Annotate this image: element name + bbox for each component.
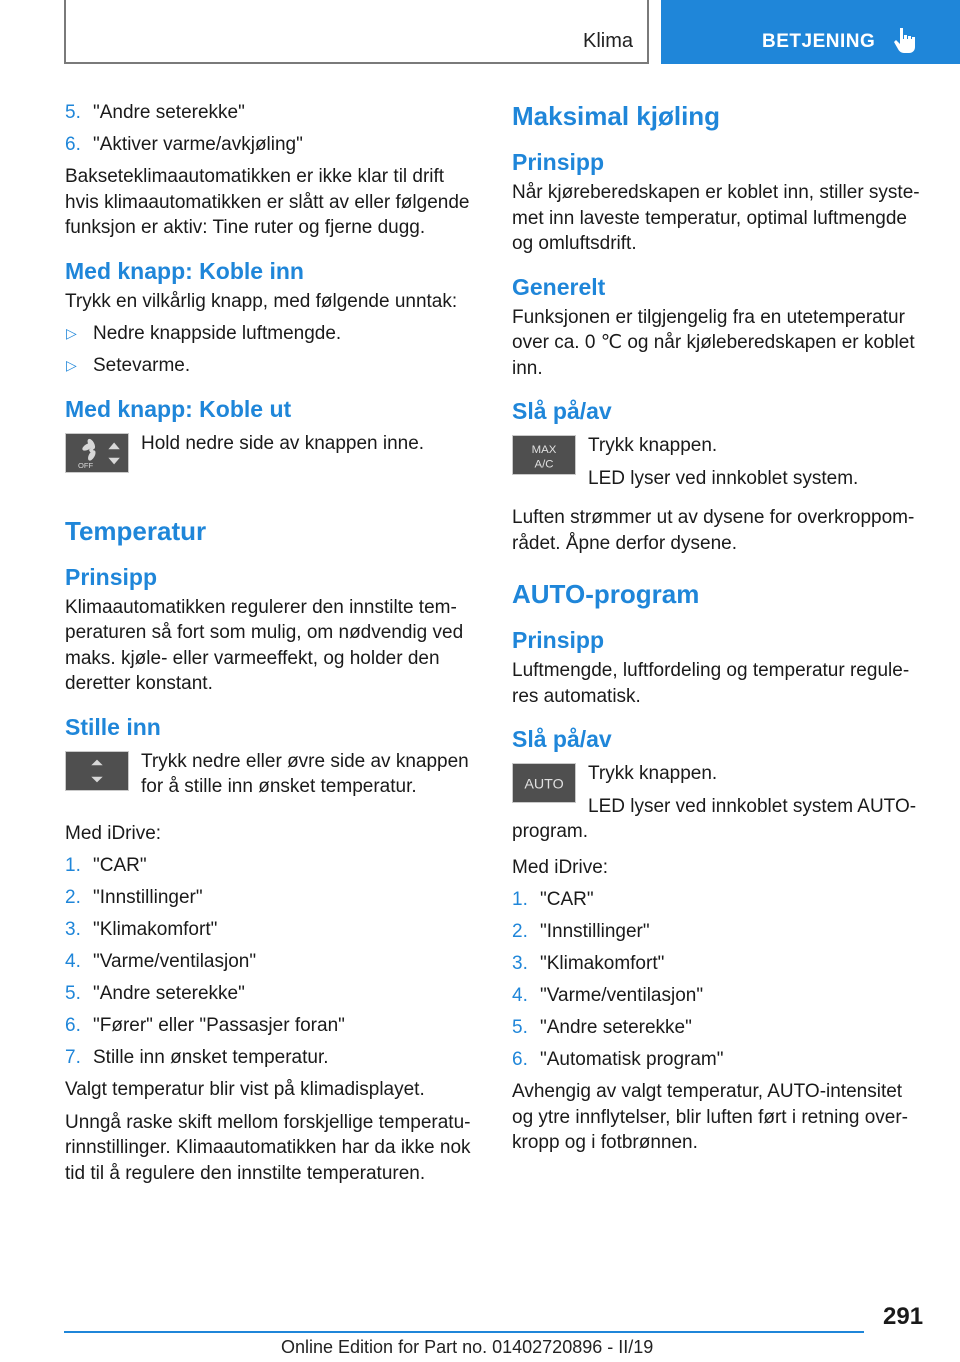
- left-column: [65, 100, 477, 1193]
- heading-maksimal-kjoling: Maksimal kjøling: [512, 101, 721, 131]
- fan-off-button-icon: [65, 433, 129, 473]
- footer-edition: Online Edition for Part no. 01402720896 - II/19: [281, 1337, 654, 1357]
- list-item: 6. "Aktiver varme/avkjøling": [65, 134, 303, 155]
- list-item: 1. "CAR": [65, 855, 147, 876]
- triangle-bullet-icon: ▷: [66, 325, 77, 341]
- bullet-list: [65, 321, 477, 379]
- list-item: 3. "Klimakomfort": [65, 919, 218, 940]
- paragraph: Trykk knappen.: [588, 763, 718, 784]
- list-item: 2. "Innstillinger": [65, 887, 203, 908]
- hand-pointer-icon: [893, 26, 919, 54]
- heading-auto-program: AUTO-program: [512, 579, 700, 609]
- idrive-steps: [512, 887, 924, 1073]
- paragraph: Unngå raske skift mellom forskjellige temperaturinnstillinger. Klimaautomatikken har da ikke nok tid til å regulere den innstilte temperaturen.: [65, 1111, 471, 1184]
- triangle-bullet-icon: ▷: [66, 357, 77, 373]
- idrive-steps: [65, 853, 477, 1071]
- paragraph: Trykk en vilkårlig knapp, med følgende unntak:: [65, 290, 458, 312]
- paragraph: Med iDrive:: [512, 856, 609, 878]
- paragraph: LED lyser ved innkoblet system AUTO-program.: [512, 795, 917, 842]
- list-item: ▷ Nedre knappside luftmengde.: [65, 321, 477, 347]
- svg-text:AUTO: AUTO: [524, 776, 564, 793]
- heading-temperatur: Temperatur: [65, 515, 207, 546]
- paragraph: Funksjonen er tilgjengelig fra en utetemperatur over ca. 0 ℃ og når kjøleberedskapen er koblet inn.: [512, 306, 915, 379]
- max-ac-button-icon: [512, 435, 576, 475]
- list-item: ▷ Setevarme.: [65, 353, 477, 379]
- section-title: Klima: [582, 30, 633, 52]
- page-number: 291: [883, 1303, 924, 1330]
- list-item: 5. "Andre seterekke": [512, 1017, 692, 1038]
- svg-text:MAX: MAX: [531, 444, 557, 457]
- chapter-title: BETJENING: [762, 31, 876, 52]
- paragraph: Valgt temperatur blir vist på klimadisplayet.: [65, 1079, 425, 1100]
- button-illustration-row: [512, 761, 924, 845]
- list-item: 2. "Innstillinger": [512, 921, 650, 942]
- paragraph: Klimaautomatikken regulerer den innstilte temperaturen så fort som mulig, om nødvendig ved maks. kjøle- eller varmeeffekt, og holder den deretter konstant.: [65, 596, 464, 694]
- temperature-up-down-button-icon: [65, 751, 129, 791]
- button-illustration-row: [65, 749, 477, 811]
- right-column: [512, 100, 924, 1163]
- heading-knapp-ut: Med knapp: Koble ut: [65, 395, 292, 422]
- paragraph: Når kjøreberedskapen er koblet inn, stiller systemet inn laveste temperatur, optimal luftmengde og omluftsdrift.: [512, 182, 920, 254]
- list-item: 4. "Varme/ventilasjon": [512, 985, 704, 1006]
- paragraph: Med iDrive:: [65, 822, 162, 844]
- paragraph: Luftmengde, luftfordeling og temperatur reguleres automatisk.: [512, 660, 910, 707]
- paragraph: Baksetеklimaautomatikken er ikke klar til drift hvis klimaautomatikken er slått av eller følgende funksjon er aktiv: Tine ruter og fjerne dugg.: [65, 166, 470, 238]
- heading-prinsipp: Prinsipp: [512, 627, 605, 653]
- list-item: 6. "Automatisk program": [512, 1049, 724, 1070]
- heading-knapp-inn: Med knapp: Koble inn: [65, 257, 304, 284]
- button-illustration-row: [512, 433, 924, 495]
- paragraph: Hold nedre side av knappen inne.: [141, 432, 425, 454]
- paragraph: Luften strømmer ut av dysene for overkroppområdet. Åpne derfor dysene.: [512, 507, 915, 554]
- numbered-list: [65, 100, 477, 158]
- heading-prinsipp: Prinsipp: [65, 563, 158, 590]
- list-item: 4. "Varme/ventilasjon": [65, 951, 257, 972]
- heading-generelt: Generelt: [512, 273, 606, 300]
- list-item: 3. "Klimakomfort": [512, 953, 665, 974]
- list-item: 6. "Fører" eller "Passasjer foran": [65, 1015, 345, 1036]
- heading-sla-pa-av: Slå på/av: [512, 726, 612, 752]
- paragraph: LED lyser ved innkoblet system.: [588, 467, 859, 489]
- paragraph: Trykk knappen.: [588, 435, 718, 456]
- paragraph: Trykk nedre eller øvre side av knappen for å stille inn ønsket temperatur.: [141, 750, 469, 797]
- button-illustration-row: [65, 431, 477, 493]
- auto-button-icon: [512, 763, 576, 803]
- heading-stille-inn: Stille inn: [65, 713, 161, 740]
- svg-text:OFF: OFF: [78, 460, 94, 470]
- list-item: 7. Stille inn ønsket temperatur.: [65, 1047, 329, 1068]
- heading-prinsipp: Prinsipp: [512, 149, 605, 175]
- footer-divider: [64, 1331, 864, 1333]
- list-item: 5. "Andre seterekke": [65, 102, 245, 123]
- heading-sla-pa-av: Slå på/av: [512, 398, 612, 424]
- header-section-box: [64, 0, 649, 64]
- paragraph: Avhengig av valgt temperatur, AUTO-intensitet og ytre innflytelser, blir luften ført i retning overkropp og i fotbrønnen.: [512, 1081, 908, 1153]
- list-item: 5. "Andre seterekke": [65, 983, 245, 1004]
- list-item: 1. "CAR": [512, 889, 594, 910]
- header-chapter-tab[interactable]: [661, 0, 960, 64]
- svg-text:A/C: A/C: [534, 458, 554, 471]
